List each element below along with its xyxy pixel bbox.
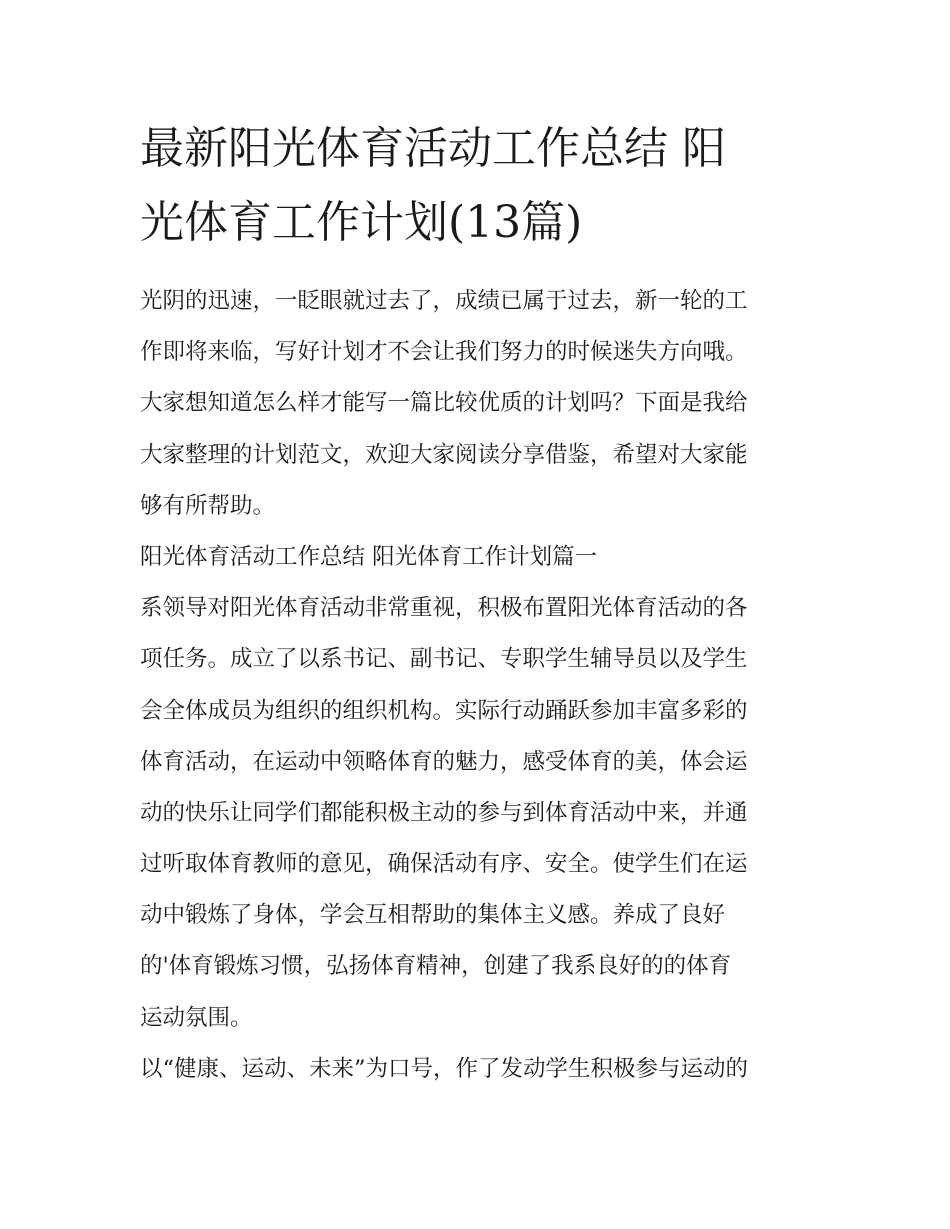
paragraph-line: 动中锻炼了身体，学会互相帮助的集体主义感。养成了良好 — [140, 902, 726, 929]
document-body — [140, 276, 820, 1095]
document-title — [140, 112, 820, 260]
intro-line: 大家整理的计划范文，欢迎大家阅读分享借鉴，希望对大家能 — [140, 441, 748, 468]
paragraph-line: 运动氛围。 — [140, 1004, 253, 1031]
intro-paragraph — [140, 276, 820, 532]
paragraph-line: 项任务。成立了以系书记、副书记、专职学生辅导员以及学生 — [140, 646, 748, 673]
intro-line: 够有所帮助。 — [140, 492, 276, 519]
intro-line: 大家想知道怎么样才能写一篇比较优质的计划吗？下面是我给 — [140, 390, 748, 417]
paragraph-line: 体育活动，在运动中领略体育的魅力，感受体育的美，体会运 — [140, 748, 748, 775]
paragraph-line: 以“健康、运动、未来”为口号，作了发动学生积极参与运动的 — [140, 1055, 749, 1082]
paragraph-line: 动的快乐让同学们都能积极主动的参与到体育活动中来，并通 — [140, 799, 748, 826]
intro-line: 光阴的迅速，一眨眼就过去了，成绩已属于过去，新一轮的工 — [140, 288, 748, 314]
title-line-1: 最新阳光体育活动工作总结 阳 — [140, 123, 726, 174]
paragraph-1 — [140, 583, 820, 1044]
intro-line: 作即将来临，写好计划才不会让我们努力的时候迷失方向哦。 — [140, 339, 748, 366]
paragraph-line: 过听取体育教师的意见，确保活动有序、安全。使学生们在运 — [140, 851, 748, 878]
title-line-2: 光体育工作计划(13篇) — [140, 197, 583, 248]
paragraph-line: 系领导对阳光体育活动非常重视，积极布置阳光体育活动的各 — [140, 595, 748, 622]
paragraph-line: 会全体成员为组织的组织机构。实际行动踊跃参加丰富多彩的 — [140, 697, 748, 724]
section-heading: 阳光体育活动工作总结 阳光体育工作计划篇一 — [140, 543, 598, 570]
paragraph-line: 的'体育锻炼习惯，弘扬体育精神，创建了我系良好的的体育 — [140, 953, 732, 980]
paragraph-2 — [140, 1044, 820, 1095]
